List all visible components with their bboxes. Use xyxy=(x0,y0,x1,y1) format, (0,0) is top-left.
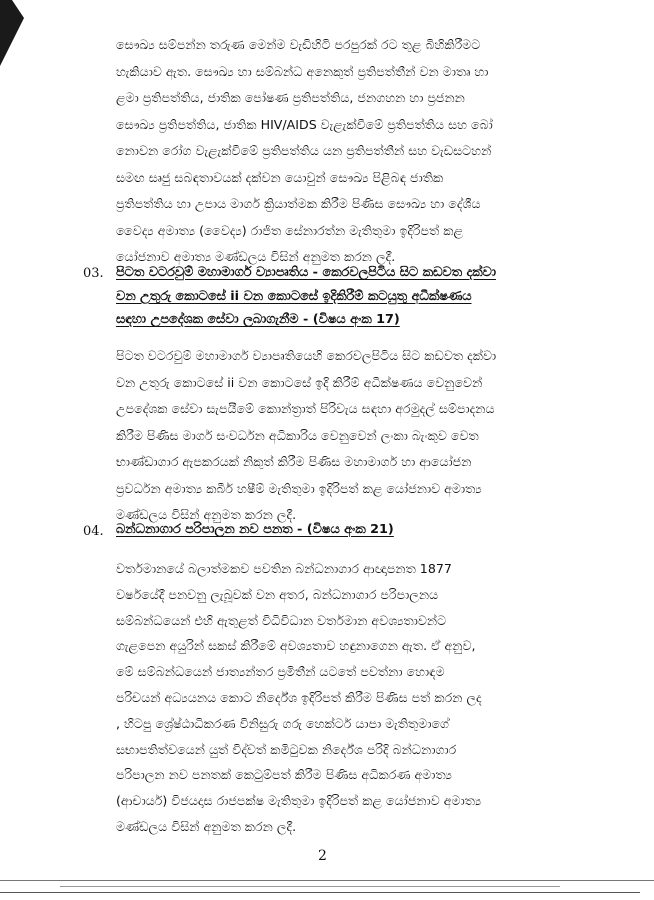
paragraph-line: (ආචාර්ය) විජයදාස රාජපක්ෂ මැතිතුමා ඉදිරිපත් කළ යෝජනාව අමාත්‍ය xyxy=(116,793,482,809)
paragraph-line: මණ්ඩලය විසින් අනුමත කරන ලදී. xyxy=(116,818,297,834)
paragraph-line: ප්‍රවර්ධන අමාත්‍ය කබීර් හෂීම් මැතිතුමා ඉදිරිපත් කළ යෝජනාව අමාත්‍ය xyxy=(116,480,482,496)
item-03-number: 03. xyxy=(83,266,104,281)
paragraph-line: කිරීම පිණිස මාර්ග සංවර්ධන අධිකාරිය වෙනුවෙන් ලංකා බැංකුව වෙත xyxy=(116,427,479,443)
item-03-heading xyxy=(116,261,541,332)
paragraph-line: මේ සම්බන්ධයෙන් ජාත්‍යන්තර ප්‍රමිතීන් යටතේ පවත්නා හොඳම xyxy=(116,664,445,680)
heading-line: පිටත වටරවුම් මහාමාර්ග ව්‍යාපෘතිය - කෙරවලපිටිය සිට කඩවත දක්වා xyxy=(116,265,496,280)
paragraph-line: ළමා ප්‍රතිපත්තිය, ජාතික පෝෂණ ප්‍රතිපත්තිය, ජනගහන හා ප්‍රජනන xyxy=(116,90,465,105)
paragraph-line: ප්‍රතිපත්තිය හා උපාය මාර්ග ක්‍රියාත්මක කිරීම පිණිස සෞඛ්‍ය හා දේශීය xyxy=(116,196,481,211)
heading-line: වන උතුරු කොටසේ ii වන කොටසේ ඉදිකිරීම් කටයුතු අධීක්ෂණය xyxy=(116,288,472,304)
paragraph-line: වර්තමානයේ බලාත්මකව පවතින බන්ධනාගාර ආඥාපනත 1877 xyxy=(116,561,452,576)
page-number: 2 xyxy=(318,848,327,864)
scan-artifact-line xyxy=(60,886,560,887)
paragraph-line: වෛද්‍ය අමාත්‍ය (වෛද්‍ය) රාජිත සේනාරත්න මැතිතුමා ඉදිරිපත් කළ xyxy=(116,222,464,238)
item-04-heading: බන්ධනාගාර පරිපාලන නව පනත - (විෂය අංක 21) xyxy=(116,522,394,537)
paragraph-line: ගැළපෙන අයුරින් සකස් කිරීමේ අවශ්‍යතාව හඳුනාගෙන ඇත. ඒ අනුව, xyxy=(116,638,476,654)
paragraph-line: , හිටපු ශ්‍රේෂ්ඨාධිකරණ විනිසුරු ගරු හෙක්ටර් යාපා මැතිතුමාගේ xyxy=(116,715,450,731)
paragraph-line: පරිපාලන නව පනතක් කෙටුම්පත් කිරීම පිණිස අධිකරණ අමාත්‍ය xyxy=(116,767,452,783)
heading-line: සඳහා උපදේශක සේවා ලබාගැනීම - (විෂය අංක 17) xyxy=(116,312,400,327)
paragraph-line: සෞඛ්‍ය සම්පන්න තරුණ මෙන්ම වැඩිහිටි පරපුරක් රට තුළ බිහිකිරීමට xyxy=(116,37,481,52)
scan-artifact-line xyxy=(0,880,654,881)
paragraph-line: උපදේශක සේවා සැපයීමේ කොන්ත්‍රාත් පිරිවැය සඳහා අරමුදල් සම්පාදනය xyxy=(116,401,495,416)
continued-paragraph xyxy=(116,32,538,271)
paragraph-line: වන උතුරු කොටසේ ii වන කොටසේ ඉදි කිරීම් අධීක්ෂණය වෙනුවෙන් xyxy=(116,374,483,390)
paragraph-line: සම්බන්ධයෙන් එහි ඇතුළත් විධිවිධාන වර්තමාන අවශ්‍යතාවන්ට xyxy=(116,612,447,628)
paragraph-line: නොවන රෝග වැළැක්වීමේ ප්‍රතිපත්තිය යන ප්‍රතිපත්තීන් සහ වැඩසටහන් xyxy=(116,143,492,158)
paragraph-line: සෞඛ්‍ය ප්‍රතිපත්තිය, ජාතික HIV/AIDS වැළැක්වීමේ ප්‍රතිපත්තිය සහ බෝ xyxy=(116,116,493,132)
item-04-body xyxy=(116,556,541,840)
paragraph-line: හැකියාව ඇත. සෞඛ්‍ය හා සම්බන්ධ අනෙකුත් ප්‍රතිපත්තීන් වන මාතෘ හා xyxy=(116,63,489,79)
scan-artifact-line xyxy=(0,892,640,893)
paragraph-line: භාණ්ඩාගාර ඇපකරයක් නිකුත් කිරීම පිණිස මහාමාර්ග හා ආයෝජන xyxy=(116,454,472,469)
paragraph-line: පිටත වටරවුම් මහාමාර්ග ව්‍යාපෘතියෙහි කෙරවලපිටිය සිට කඩවත දක්වා xyxy=(116,348,497,363)
item-04-number: 04. xyxy=(83,524,104,539)
paragraph-line: පරිචයන් අධ්‍යයනය කොට නිර්දේශ ඉදිරිපත් කිරීම පිණිස පත් කරන ලද xyxy=(116,689,482,705)
paragraph-line: සභාපතිත්වයෙන් යුත් විද්වත් කමිටුවක නිර්දේශ පරිදි බන්ධනාගාර xyxy=(116,741,457,757)
scan-corner-mark xyxy=(0,0,30,70)
item-03-body xyxy=(116,343,541,529)
paragraph-line: මණ්ඩලය විසින් අනුමත කරන ලදී. xyxy=(116,507,297,522)
paragraph-line: යෝජනාව අමාත්‍ය මණ්ඩලය විසින් අනුමත කරන ලදී. xyxy=(116,249,396,264)
paragraph-line: සමඟ සෘජු සබඳතාවයක් දක්වන යොවුන් සෞඛ්‍ය පිළිබඳ ජාතික xyxy=(116,169,444,185)
paragraph-line: වර්ෂයේදී පනවනු ලැබූවක් වන අතර, බන්ධනාගාර පරිපාලනය xyxy=(116,586,439,602)
